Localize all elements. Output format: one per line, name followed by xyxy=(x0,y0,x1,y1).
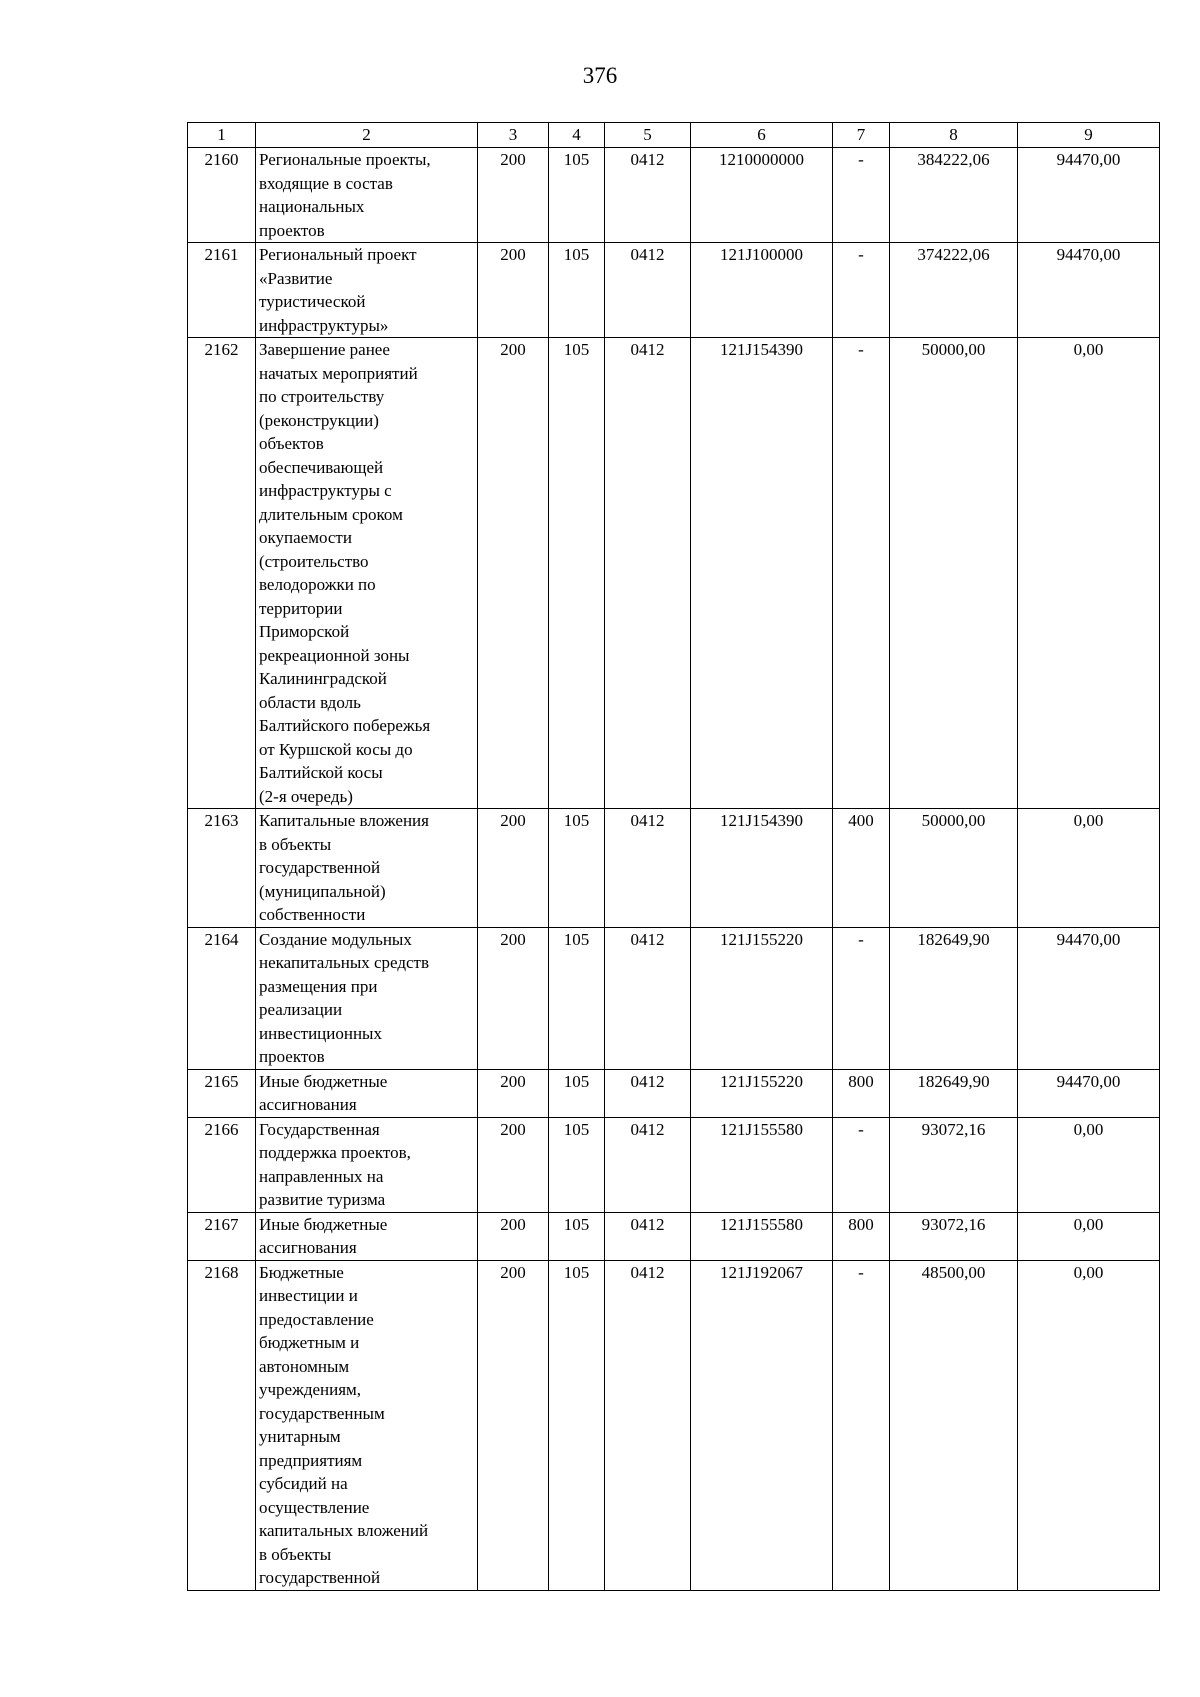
row-col-3: 200 xyxy=(478,809,549,928)
row-col-6: 121J155580 xyxy=(691,1117,833,1212)
row-col-4: 105 xyxy=(549,809,605,928)
row-name-text: Бюджетные инвестиции и предоставление бюджетным и автономным учреждениям, государственным унитарным предприятиям субсидий на осуществление капитальных вложений в объекты государственной xyxy=(259,1262,429,1587)
row-col-7: - xyxy=(833,243,890,338)
header-col-2: 2 xyxy=(256,123,478,148)
row-col-9: 0,00 xyxy=(1018,1212,1160,1260)
row-name xyxy=(256,1212,478,1260)
row-col-7: - xyxy=(833,338,890,809)
row-col-8: 50000,00 xyxy=(890,338,1018,809)
row-number: 2163 xyxy=(188,809,256,928)
budget-table xyxy=(187,122,1160,1591)
row-col-9: 94470,00 xyxy=(1018,148,1160,243)
row-name-text: Создание модульных некапитальных средств размещения при реализации инвестиционных проектов xyxy=(259,929,430,1066)
row-col-3: 200 xyxy=(478,927,549,1069)
row-name xyxy=(256,338,478,809)
row-col-5: 0412 xyxy=(605,1117,691,1212)
row-col-4: 105 xyxy=(549,1069,605,1117)
row-col-7: - xyxy=(833,1117,890,1212)
header-col-6: 6 xyxy=(691,123,833,148)
row-col-3: 200 xyxy=(478,1260,549,1590)
row-col-5: 0412 xyxy=(605,243,691,338)
row-col-5: 0412 xyxy=(605,1212,691,1260)
row-col-8: 182649,90 xyxy=(890,927,1018,1069)
row-col-9: 94470,00 xyxy=(1018,1069,1160,1117)
row-col-5: 0412 xyxy=(605,338,691,809)
row-number: 2161 xyxy=(188,243,256,338)
row-name-text: Государственная поддержка проектов, направленных на развитие туризма xyxy=(259,1119,411,1209)
row-col-3: 200 xyxy=(478,243,549,338)
table-row xyxy=(188,1260,1160,1590)
table-row xyxy=(188,243,1160,338)
row-col-6: 121J100000 xyxy=(691,243,833,338)
row-col-3: 200 xyxy=(478,338,549,809)
row-col-9: 0,00 xyxy=(1018,1117,1160,1212)
row-number: 2168 xyxy=(188,1260,256,1590)
row-name-text: Иные бюджетные ассигнования xyxy=(259,1071,388,1114)
row-col-6: 121J192067 xyxy=(691,1260,833,1590)
row-col-6: 1210000000 xyxy=(691,148,833,243)
row-col-4: 105 xyxy=(549,148,605,243)
row-col-5: 0412 xyxy=(605,1260,691,1590)
row-col-7: 800 xyxy=(833,1212,890,1260)
row-col-8: 93072,16 xyxy=(890,1212,1018,1260)
row-col-5: 0412 xyxy=(605,148,691,243)
table-body xyxy=(188,148,1160,1591)
row-col-3: 200 xyxy=(478,1117,549,1212)
row-col-5: 0412 xyxy=(605,927,691,1069)
row-col-9: 94470,00 xyxy=(1018,243,1160,338)
row-number: 2165 xyxy=(188,1069,256,1117)
row-col-4: 105 xyxy=(549,243,605,338)
row-col-4: 105 xyxy=(549,1212,605,1260)
table-row xyxy=(188,148,1160,243)
header-col-7: 7 xyxy=(833,123,890,148)
row-name-text: Иные бюджетные ассигнования xyxy=(259,1214,388,1257)
row-col-9: 0,00 xyxy=(1018,1260,1160,1590)
table-row xyxy=(188,927,1160,1069)
row-col-9: 94470,00 xyxy=(1018,927,1160,1069)
row-col-8: 48500,00 xyxy=(890,1260,1018,1590)
row-name xyxy=(256,243,478,338)
page-number: 376 xyxy=(582,63,618,88)
row-name-text: Капитальные вложения в объекты государственной (муниципальной) собственности xyxy=(259,811,429,924)
row-col-4: 105 xyxy=(549,927,605,1069)
row-col-5: 0412 xyxy=(605,1069,691,1117)
row-col-7: 800 xyxy=(833,1069,890,1117)
row-col-7: - xyxy=(833,1260,890,1590)
row-col-6: 121J155220 xyxy=(691,927,833,1069)
header-col-9: 9 xyxy=(1018,123,1160,148)
table-row xyxy=(188,338,1160,809)
row-name xyxy=(256,927,478,1069)
row-number: 2166 xyxy=(188,1117,256,1212)
row-name xyxy=(256,1117,478,1212)
row-col-3: 200 xyxy=(478,1212,549,1260)
row-col-4: 105 xyxy=(549,338,605,809)
row-name xyxy=(256,1260,478,1590)
header-col-8: 8 xyxy=(890,123,1018,148)
header-row xyxy=(188,123,1160,148)
row-col-4: 105 xyxy=(549,1260,605,1590)
header-col-4: 4 xyxy=(549,123,605,148)
row-col-7: - xyxy=(833,148,890,243)
header-col-3: 3 xyxy=(478,123,549,148)
table-row xyxy=(188,1069,1160,1117)
row-col-6: 121J154390 xyxy=(691,809,833,928)
row-name-text: Завершение ранее начатых мероприятий по строительству (реконструкции) объектов обеспечивающей инфраструктуры с длительным сроком окупаемости (строительство велодорожки по территории Приморской рекреационной зоны Калининградской области вдоль Балтийского побережья от Куршской косы до Балтийской косы (2-я очередь) xyxy=(259,340,431,806)
row-col-8: 93072,16 xyxy=(890,1117,1018,1212)
row-col-8: 384222,06 xyxy=(890,148,1018,243)
row-name xyxy=(256,148,478,243)
row-name-text: Региональный проект «Развитие туристической инфраструктуры» xyxy=(259,245,417,335)
header-col-5: 5 xyxy=(605,123,691,148)
row-col-6: 121J155580 xyxy=(691,1212,833,1260)
table-row xyxy=(188,1212,1160,1260)
row-col-3: 200 xyxy=(478,1069,549,1117)
row-number: 2164 xyxy=(188,927,256,1069)
row-col-4: 105 xyxy=(549,1117,605,1212)
row-col-9: 0,00 xyxy=(1018,809,1160,928)
row-col-6: 121J154390 xyxy=(691,338,833,809)
row-col-7: - xyxy=(833,927,890,1069)
row-col-8: 374222,06 xyxy=(890,243,1018,338)
row-number: 2160 xyxy=(188,148,256,243)
row-col-9: 0,00 xyxy=(1018,338,1160,809)
table-row xyxy=(188,809,1160,928)
table-row xyxy=(188,1117,1160,1212)
row-number: 2167 xyxy=(188,1212,256,1260)
row-col-5: 0412 xyxy=(605,809,691,928)
row-col-3: 200 xyxy=(478,148,549,243)
table-header xyxy=(188,123,1160,148)
row-col-7: 400 xyxy=(833,809,890,928)
row-name-text: Региональные проекты, входящие в состав национальных проектов xyxy=(259,150,431,240)
row-col-6: 121J155220 xyxy=(691,1069,833,1117)
row-col-8: 50000,00 xyxy=(890,809,1018,928)
row-name xyxy=(256,1069,478,1117)
row-col-8: 182649,90 xyxy=(890,1069,1018,1117)
row-name xyxy=(256,809,478,928)
header-col-1: 1 xyxy=(188,123,256,148)
row-number: 2162 xyxy=(188,338,256,809)
